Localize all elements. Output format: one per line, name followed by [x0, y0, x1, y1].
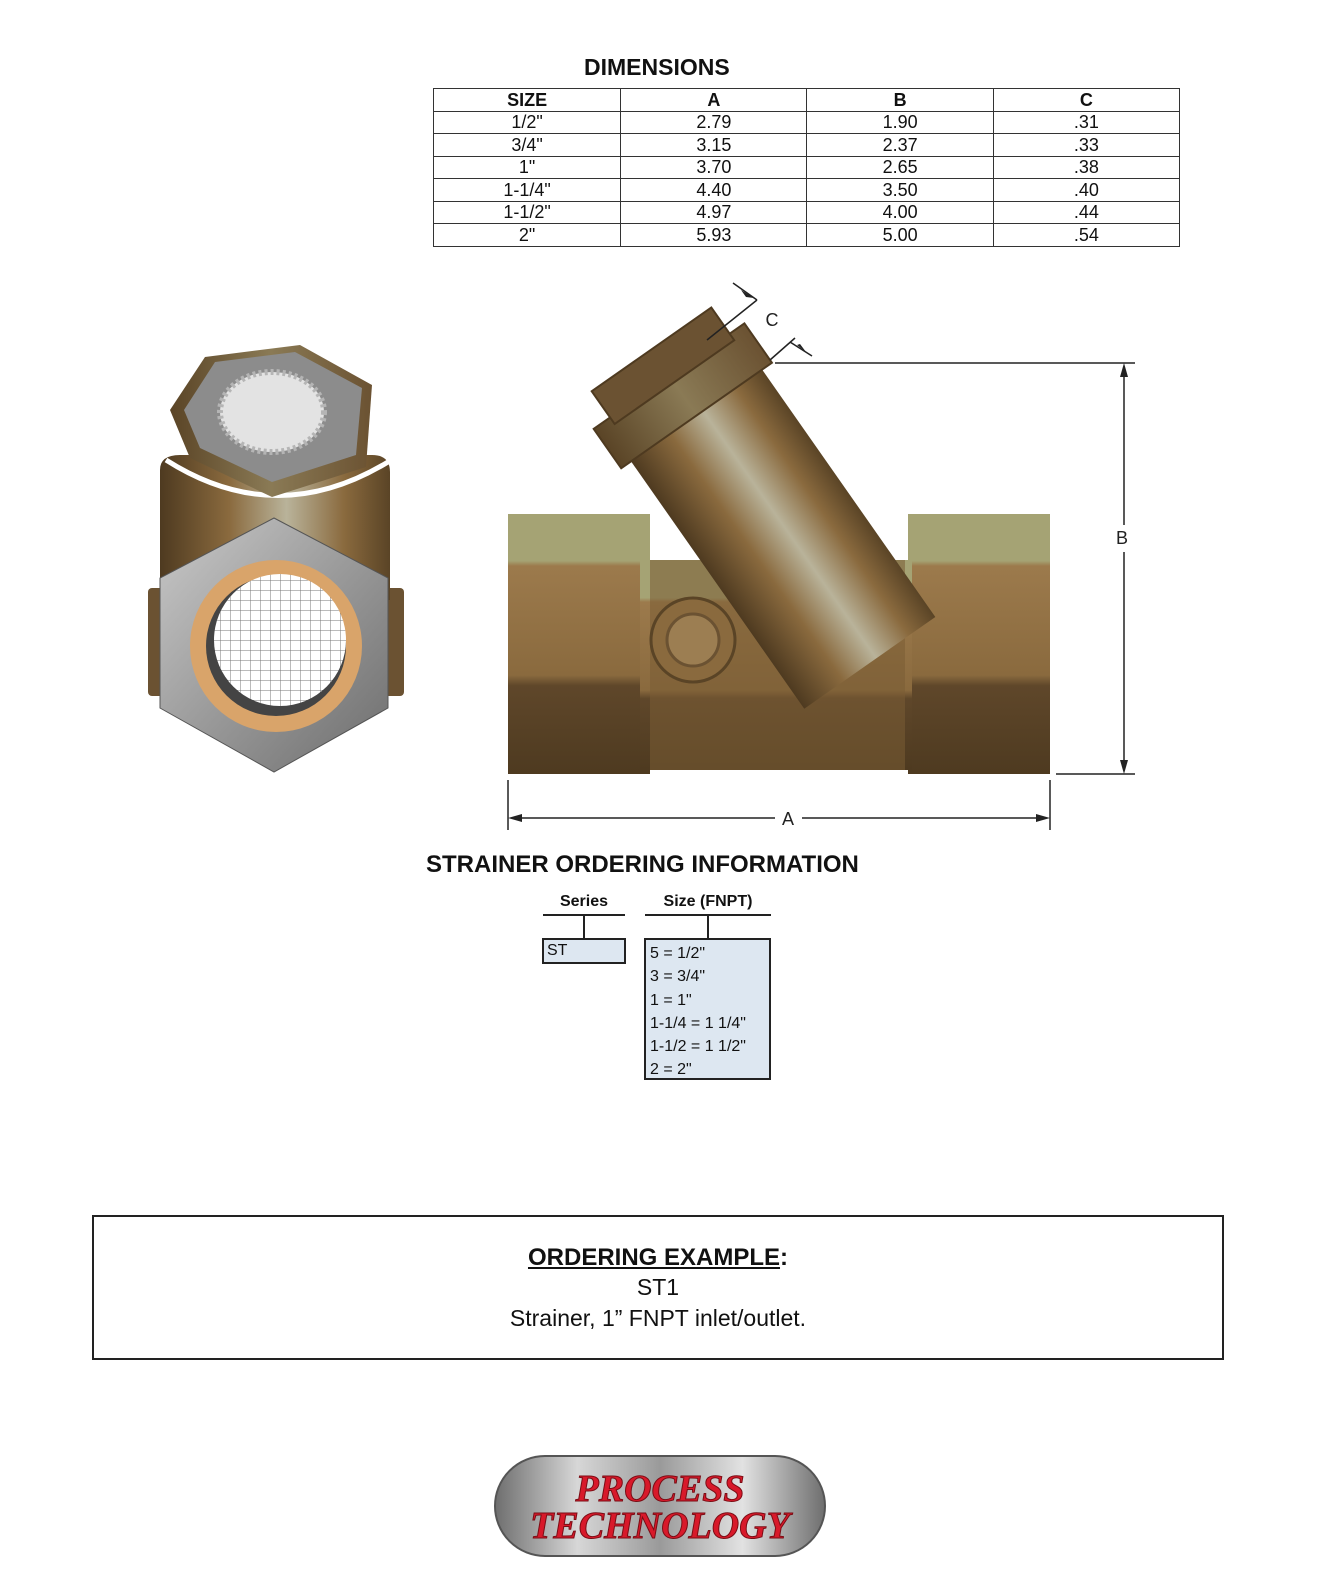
header-c: C — [993, 89, 1179, 112]
size-option: 5 = 1/2" — [650, 945, 706, 962]
cell-c: .38 — [993, 156, 1179, 179]
size-option: 1-1/4 = 1 1/4" — [650, 1014, 746, 1032]
table-row — [434, 134, 1180, 157]
cell-b: 2.65 — [807, 156, 993, 179]
cell-size: 2" — [434, 224, 621, 247]
series-box: ST — [542, 938, 626, 964]
cell-a: 3.70 — [621, 156, 807, 179]
cell-b: 3.50 — [807, 179, 993, 202]
cell-b: 1.90 — [807, 111, 993, 134]
series-stem — [583, 914, 585, 938]
cell-a: 2.79 — [621, 111, 807, 134]
cell-c: .31 — [993, 111, 1179, 134]
size-option: 2 = 2" — [650, 1061, 692, 1079]
header-a: A — [621, 89, 807, 112]
cell-size: 3/4" — [434, 134, 621, 157]
ordering-example-code: ST1 — [636, 1274, 680, 1300]
product-drawings — [0, 270, 1320, 840]
cell-c: .44 — [993, 201, 1179, 224]
cell-size: 1" — [434, 156, 621, 179]
dimensions-header-row — [434, 89, 1180, 112]
ordering-example-description: Strainer, 1” FNPT inlet/outlet. — [509, 1305, 807, 1331]
size-option: 1-1/2 = 1 1/2" — [650, 1038, 746, 1056]
size-option: 3 = 3/4" — [650, 968, 706, 986]
size-options-box — [644, 938, 771, 1080]
table-row — [434, 201, 1180, 224]
cell-size: 1-1/2" — [434, 201, 621, 224]
cell-c: .40 — [993, 179, 1179, 202]
cell-a: 4.97 — [621, 201, 807, 224]
cell-b: 5.00 — [807, 224, 993, 247]
header-size: SIZE — [434, 89, 621, 112]
cell-size: 1/2" — [434, 111, 621, 134]
strainer-end-view — [148, 345, 404, 772]
series-label: Series — [559, 893, 609, 910]
dimensions-title: DIMENSIONS — [584, 54, 730, 80]
cell-b: 4.00 — [807, 201, 993, 224]
cell-size: 1-1/4" — [434, 179, 621, 202]
ordering-example-colon: : — [780, 1244, 789, 1271]
table-row — [434, 156, 1180, 179]
dimension-label-b: B — [1115, 528, 1129, 548]
cell-b: 2.37 — [807, 134, 993, 157]
dimension-label-a: A — [781, 809, 795, 829]
size-label: Size (FNPT) — [663, 893, 753, 910]
cell-c: .33 — [993, 134, 1179, 157]
ordering-example-box — [92, 1215, 1224, 1360]
size-option: 1 = 1" — [650, 991, 692, 1009]
cell-c: .54 — [993, 224, 1179, 247]
cell-a: 5.93 — [621, 224, 807, 247]
size-stem — [707, 914, 709, 938]
logo-line-2: TECHNOLOGY — [530, 1505, 790, 1547]
table-row — [434, 111, 1180, 134]
cell-a: 4.40 — [621, 179, 807, 202]
cell-a: 3.15 — [621, 134, 807, 157]
ordering-example-title-text: ORDERING EXAMPLE — [527, 1244, 781, 1271]
header-b: B — [807, 89, 993, 112]
table-row — [434, 224, 1180, 247]
process-technology-logo — [494, 1455, 826, 1557]
dimensions-table — [433, 88, 1180, 247]
table-row — [434, 179, 1180, 202]
ordering-info-title: STRAINER ORDERING INFORMATION — [426, 851, 859, 878]
strainer-side-view — [508, 297, 1050, 774]
logo-line-1: PROCESS — [575, 1468, 745, 1510]
dimension-label-c: C — [765, 310, 779, 330]
ordering-example-title — [94, 1244, 1222, 1272]
